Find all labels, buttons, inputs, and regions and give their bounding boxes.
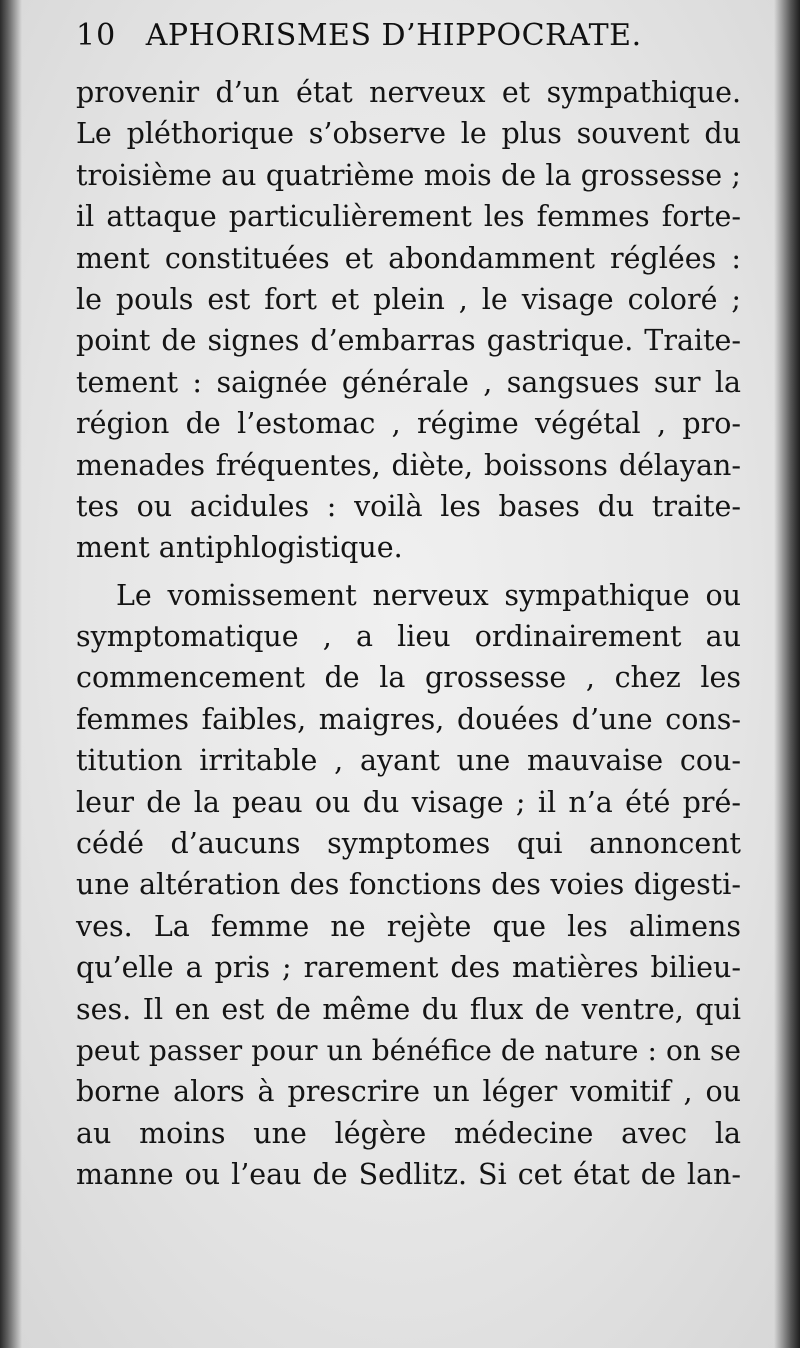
text-line: Le pléthorique s’observe le plus souvent du (76, 117, 741, 151)
text-line: région de l’estomac , régime végétal , pro- (76, 407, 741, 441)
running-head (76, 18, 716, 68)
text-line: manne ou l’eau de Sedlitz. Si cet état de lan- (76, 1158, 741, 1192)
text-line: point de signes d’embarras gastrique. Traite- (76, 324, 741, 358)
text-line: titution irritable , ayant une mauvaise cou- (76, 744, 741, 778)
body-text (76, 72, 741, 1196)
text-line: il attaque particulièrement les femmes forte- (76, 200, 741, 234)
text-line: ses. Il en est de même du flux de ventre, qui (76, 992, 741, 1026)
text-line: qu’elle a pris ; rarement des matières bilieu- (76, 951, 741, 985)
text-line: tement : saignée générale , sangsues sur la (76, 365, 741, 399)
text-line: cédé d’aucuns symptomes qui annoncent (76, 827, 741, 861)
text-line: ment antiphlogistique. (76, 531, 403, 565)
text-line: le pouls est fort et plein , le visage coloré ; (76, 282, 741, 316)
text-line: menades fréquentes, diète, boissons délayan- (76, 448, 741, 482)
text-line: Le vomissement nerveux sympathique ou (116, 578, 741, 612)
text-line: au moins une légère médecine avec la (76, 1116, 741, 1150)
text-line: femmes faibles, maigres, douées d’une cons- (76, 702, 741, 736)
paragraph-1 (76, 72, 741, 569)
text-line: troisième au quatrième mois de la grossesse ; (76, 158, 741, 192)
text-line: peut passer pour un bénéfice de nature : on se (76, 1033, 741, 1067)
text-line: commencement de la grossesse , chez les (76, 661, 741, 695)
text-line: borne alors à prescrire un léger vomitif , ou (76, 1075, 741, 1109)
text-line: ves. La femme ne rejète que les alimens (76, 909, 741, 943)
text-line: leur de la peau ou du visage ; il n’a été pré- (76, 785, 741, 819)
text-line: une altération des fonctions des voies digesti- (76, 868, 741, 902)
text-line: tes ou acidules : voilà les bases du traite- (76, 489, 741, 523)
paragraph-2 (76, 575, 741, 1196)
text-line: provenir d’un état nerveux et sympathique. (76, 76, 741, 109)
page-number: 10 (76, 18, 117, 53)
text-line: symptomatique , a lieu ordinairement au (76, 620, 741, 654)
running-head-title: APHORISMES D’HIPPOCRATE. (145, 18, 642, 53)
text-line: ment constituées et abondamment réglées : (76, 241, 741, 275)
